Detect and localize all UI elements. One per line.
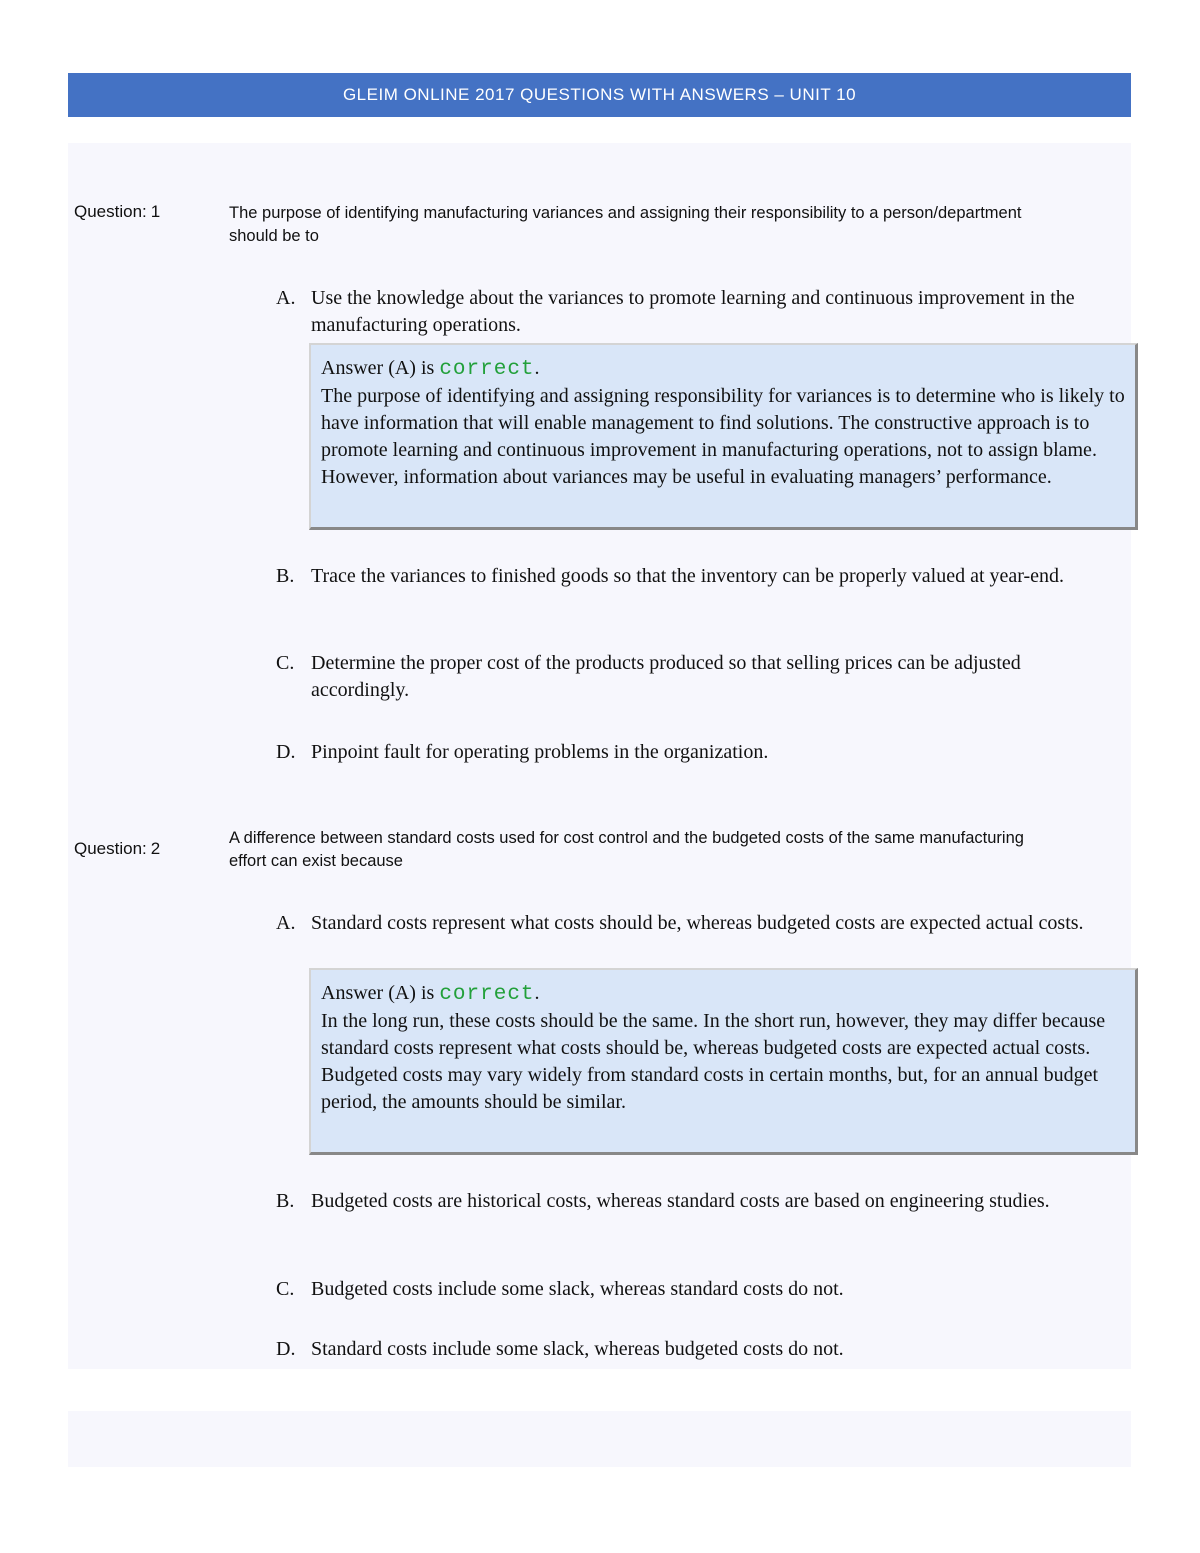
choice-text: Standard costs represent what costs should be, whereas budgeted costs are expected actual costs. xyxy=(311,912,1084,934)
choice-text: Determine the proper cost of the products produced so that selling prices can be adjusted accordingly. xyxy=(311,652,1021,701)
footer-panel xyxy=(68,1411,1131,1467)
choice-text: Budgeted costs are historical costs, whereas standard costs are based on engineering studies. xyxy=(311,1190,1050,1212)
choice-letter: A. xyxy=(276,912,296,934)
choice-letter: C. xyxy=(276,652,295,674)
answer-prefix: Answer (A) is xyxy=(321,982,435,1004)
choice-b xyxy=(276,1188,1106,1215)
choice-d xyxy=(276,739,1106,766)
question-label-text: Question: xyxy=(74,202,147,221)
choice-a xyxy=(276,910,1106,937)
question-label xyxy=(74,202,160,222)
choice-letter: D. xyxy=(276,741,296,763)
choice-d xyxy=(276,1336,1106,1363)
answer-verdict: correct xyxy=(439,983,535,1006)
choice-letter: B. xyxy=(276,565,295,587)
choice-letter: A. xyxy=(276,287,296,309)
question-label-text: Question: xyxy=(74,839,147,858)
question-text: The purpose of identifying manufacturing variances and assigning their responsibility to a person/department should be to xyxy=(229,204,1022,245)
choice-text: Use the knowledge about the variances to promote learning and continuous improvement in the manufacturing operations. xyxy=(311,287,1075,336)
choice-a xyxy=(276,285,1106,339)
page-title: GLEIM ONLINE 2017 QUESTIONS WITH ANSWERS – UNIT 10 xyxy=(342,85,857,104)
answer-box xyxy=(309,343,1138,530)
choice-c xyxy=(276,1276,1106,1303)
page-header-banner xyxy=(68,73,1131,117)
choice-b xyxy=(276,563,1106,590)
question-number: 2 xyxy=(150,839,161,858)
question-number: 1 xyxy=(150,202,161,221)
answer-prefix: Answer (A) is xyxy=(321,357,435,379)
choice-text: Pinpoint fault for operating problems in the organization. xyxy=(311,741,769,763)
choice-letter: D. xyxy=(276,1338,296,1360)
question-text: A difference between standard costs used for cost control and the budgeted costs of the same manufacturing effort can exist because xyxy=(229,829,1024,870)
answer-heading xyxy=(321,980,1127,1008)
choice-text: Budgeted costs include some slack, whereas standard costs do not. xyxy=(311,1278,844,1300)
answer-punct: . xyxy=(534,357,540,379)
answer-explanation: In the long run, these costs should be the same. In the short run, however, they may differ because standard costs represent what costs should be, whereas budgeted costs are expected actual costs. Budgeted costs may vary widely from standard costs in certain months, but, for an annual budget period, the amounts should be similar. xyxy=(321,1010,1106,1113)
answer-explanation: The purpose of identifying and assigning responsibility for variances is to determine who is likely to have information that will enable management to find solutions. The constructive approach is to promote learning and continuous improvement in manufacturing operations, not to assign blame. However, information about variances may be useful in evaluating managers’ performance. xyxy=(321,385,1125,488)
question-label xyxy=(74,839,160,859)
choice-text: Standard costs include some slack, whereas budgeted costs do not. xyxy=(311,1338,844,1360)
answer-verdict: correct xyxy=(439,358,535,381)
answer-box xyxy=(309,968,1138,1155)
answer-heading xyxy=(321,355,1127,383)
choice-c xyxy=(276,650,1106,704)
choice-letter: C. xyxy=(276,1278,295,1300)
answer-punct: . xyxy=(534,982,540,1004)
choice-letter: B. xyxy=(276,1190,295,1212)
choice-text: Trace the variances to finished goods so that the inventory can be properly valued at year-end. xyxy=(311,565,1065,587)
